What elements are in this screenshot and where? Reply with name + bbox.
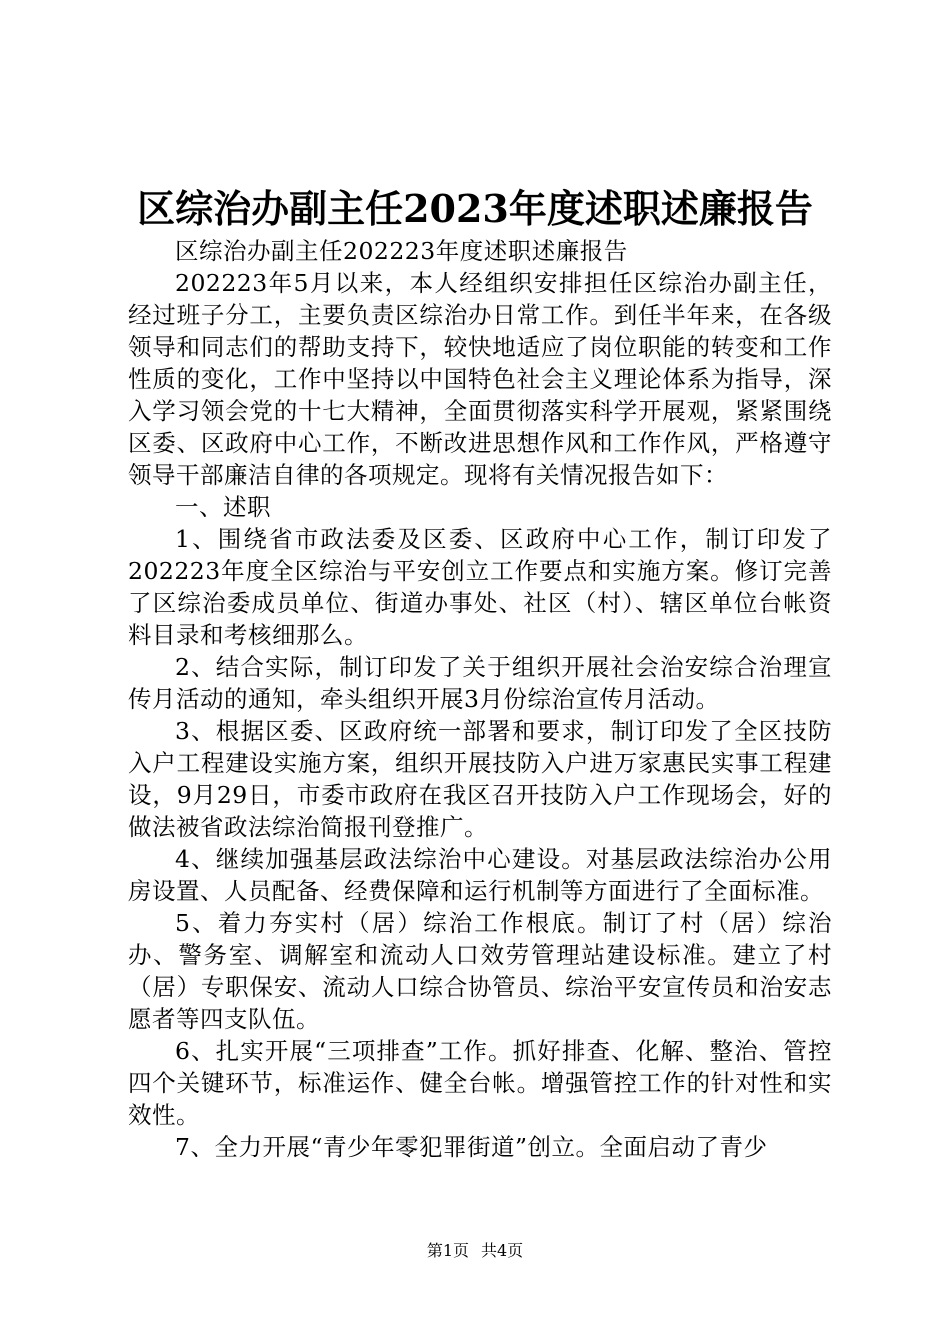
section-heading: 一、述职 (175, 493, 271, 521)
page-footer (0, 1240, 950, 1262)
paragraph-item-5: 5、着力夯实村（居）综治工作根底。制订了村（居）综治办、警务室、调解室和流动人口效劳管理站建设标准。建立了村（居）专职保安、流动人口综合协管员、综治平安宣传员和治安志愿者等四支队伍。 (128, 909, 832, 1033)
paragraph-subtitle: 区综治办副主任202223年度述职述廉报告 (175, 237, 628, 265)
paragraph-item-1: 1、围绕省市政法委及区委、区政府中心工作，制订印发了202223年度全区综治与平安创立工作要点和实施方案。修订完善了区综治委成员单位、街道办事处、社区（村）、辖区单位台帐资料目录和考核细那么。 (128, 525, 832, 649)
page-number: 第1页 (426, 1241, 469, 1260)
document-body (128, 235, 832, 1163)
page-total: 共4页 (481, 1241, 524, 1260)
paragraph-intro: 202223年5月以来，本人经组织安排担任区综治办副主任，经过班子分工，主要负责区综治办日常工作。到任半年来，在各级领导和同志们的帮助支持下，较快地适应了岗位职能的转变和工作性质的变化，工作中坚持以中国特色社会主义理论体系为指导，深入学习领会党的十七大精神，全面贯彻落实科学开展观，紧紧围绕区委、区政府中心工作，不断改进思想作风和工作作风，严格遵守领导干部廉洁自律的各项规定。现将有关情况报告如下： (128, 269, 832, 489)
paragraph-item-6: 6、扎实开展“三项排查”工作。抓好排查、化解、整治、管控四个关键环节，标准运作、健全台帐。增强管控工作的针对性和实效性。 (128, 1037, 832, 1129)
paragraph-item-7: 7、全力开展“青少年零犯罪街道”创立。全面启动了青少 (175, 1133, 768, 1161)
paragraph-item-3: 3、根据区委、区政府统一部署和要求，制订印发了全区技防入户工程建设实施方案，组织开展技防入户进万家惠民实事工程建设，9月29日，市委市政府在我区召开技防入户工作现场会，好的做法被省政法综治简报刊登推广。 (128, 717, 832, 841)
paragraph-item-4: 4、继续加强基层政法综治中心建设。对基层政法综治办公用房设置、人员配备、经费保障和运行机制等方面进行了全面标准。 (128, 845, 832, 905)
document-title: 区综治办副主任2023年度述职述廉报告 (137, 186, 813, 231)
paragraph-item-2: 2、结合实际，制订印发了关于组织开展社会治安综合治理宣传月活动的通知，牵头组织开展3月份综治宣传月活动。 (128, 653, 832, 713)
